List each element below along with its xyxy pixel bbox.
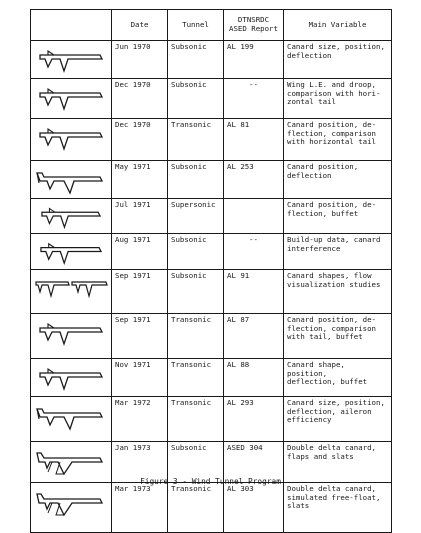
twin-canard-models-icon	[34, 272, 108, 311]
tunnel-cell	[168, 79, 224, 119]
tunnel-cell	[168, 199, 224, 234]
date-cell	[112, 79, 168, 119]
report-cell	[224, 199, 284, 234]
tunnel-cell-text: Supersonic	[171, 200, 216, 209]
table-row	[31, 119, 392, 161]
tunnel-cell-text: Transonic	[171, 398, 212, 407]
table-body	[31, 41, 392, 533]
main-variable-cell-text: Canard position, deflection	[287, 162, 359, 180]
table-row	[31, 359, 392, 397]
table-row	[31, 161, 392, 199]
header-row	[31, 10, 392, 41]
report-cell-text: --	[249, 80, 258, 89]
main-variable-cell	[284, 199, 392, 234]
swept-wing-canard-model-icon	[34, 43, 108, 76]
tunnel-cell-text: Subsonic	[171, 235, 207, 244]
main-variable-cell-text: Canard position, de- flection, buffet	[287, 200, 376, 218]
report-cell	[224, 270, 284, 314]
date-cell-text: Jan 1973	[115, 443, 151, 452]
main-variable-cell-text: Wing L.E. and droop, comparison with hori- zontal tail	[287, 80, 381, 107]
table-row	[31, 199, 392, 234]
tunnel-cell	[168, 234, 224, 270]
report-cell	[224, 314, 284, 359]
header-date: Date	[112, 10, 168, 41]
date-cell	[112, 41, 168, 79]
report-cell	[224, 161, 284, 199]
double-delta-canard-model-icon	[34, 444, 108, 480]
swept-wing-canard-model-icon	[34, 361, 108, 394]
report-cell-text: --	[249, 235, 258, 244]
date-cell	[112, 359, 168, 397]
report-cell-text: AL 253	[227, 162, 254, 171]
header-model	[31, 10, 112, 41]
tunnel-cell-text: Subsonic	[171, 443, 207, 452]
date-cell-text: Aug 1971	[115, 235, 151, 244]
header-tunnel: Tunnel	[168, 10, 224, 41]
swept-wing-canard-model-icon	[34, 316, 108, 356]
report-cell	[224, 359, 284, 397]
report-cell-text: AL 293	[227, 398, 254, 407]
date-cell-text: Nov 1971	[115, 360, 151, 369]
report-cell-text: ASED 304	[227, 443, 263, 452]
date-cell-text: Jun 1970	[115, 42, 151, 51]
swept-wing-canard-model-icon	[34, 201, 108, 231]
date-cell-text: Mar 1972	[115, 398, 151, 407]
tunnel-cell-text: Transonic	[171, 360, 212, 369]
main-variable-cell-text: Canard shape, position, deflection, buffet	[287, 360, 368, 387]
model-sketch-cell	[31, 79, 112, 119]
model-sketch-cell	[31, 314, 112, 359]
tunnel-cell	[168, 41, 224, 79]
table-row	[31, 270, 392, 314]
tunnel-cell	[168, 359, 224, 397]
date-cell-text: Sep 1971	[115, 271, 151, 280]
swept-wing-canard-model-icon	[34, 81, 108, 116]
delta-wing-canard-model-icon	[34, 399, 108, 439]
model-sketch-cell	[31, 119, 112, 161]
main-variable-cell-text: Build-up data, canard interference	[287, 235, 381, 253]
main-variable-cell-text: Canard shapes, flow visualization studies	[287, 271, 381, 289]
tunnel-cell	[168, 161, 224, 199]
main-variable-cell-text: Double delta canard, flaps and slats	[287, 443, 376, 461]
model-sketch-cell	[31, 199, 112, 234]
tunnel-cell-text: Subsonic	[171, 80, 207, 89]
tunnel-cell	[168, 314, 224, 359]
model-sketch-cell	[31, 359, 112, 397]
tunnel-cell-text: Subsonic	[171, 271, 207, 280]
report-cell	[224, 79, 284, 119]
tunnel-cell	[168, 270, 224, 314]
date-cell	[112, 314, 168, 359]
model-sketch-cell	[31, 397, 112, 442]
main-variable-cell	[284, 359, 392, 397]
main-variable-cell	[284, 483, 392, 533]
model-sketch-cell	[31, 41, 112, 79]
date-cell	[112, 397, 168, 442]
swept-wing-canard-model-icon	[34, 121, 108, 158]
table-row	[31, 41, 392, 79]
model-sketch-cell	[31, 483, 112, 533]
date-cell-text: May 1971	[115, 162, 151, 171]
model-sketch-cell	[31, 161, 112, 199]
model-sketch-cell	[31, 270, 112, 314]
report-cell-text: AL 87	[227, 315, 250, 324]
main-variable-cell	[284, 270, 392, 314]
main-variable-cell-text: Canard size, position, deflection, aileron efficiency	[287, 398, 385, 425]
tunnel-cell	[168, 397, 224, 442]
report-cell-text: AL 81	[227, 120, 250, 129]
date-cell	[112, 270, 168, 314]
tunnel-cell	[168, 119, 224, 161]
date-cell	[112, 234, 168, 270]
date-cell	[112, 199, 168, 234]
main-variable-cell	[284, 314, 392, 359]
swept-wing-canard-model-icon	[34, 236, 108, 267]
main-variable-cell-text: Canard position, de- flection, comparison with tail, buffet	[287, 315, 376, 342]
wind-tunnel-program-table	[30, 9, 392, 533]
date-cell	[112, 161, 168, 199]
tunnel-cell-text: Subsonic	[171, 42, 207, 51]
model-sketch-cell	[31, 234, 112, 270]
table-row	[31, 397, 392, 442]
table-row	[31, 234, 392, 270]
tunnel-cell-text: Transonic	[171, 315, 212, 324]
main-variable-cell	[284, 161, 392, 199]
report-cell	[224, 483, 284, 533]
table-row	[31, 79, 392, 119]
table-row	[31, 314, 392, 359]
tunnel-cell-text: Transonic	[171, 484, 212, 493]
double-delta-canard-model-icon	[34, 485, 108, 530]
date-cell-text: Dec 1970	[115, 80, 151, 89]
report-cell-text: AL 91	[227, 271, 250, 280]
date-cell-text: Sep 1971	[115, 315, 151, 324]
figure-caption: Figure 3 - Wind Tunnel Program	[140, 477, 281, 486]
main-variable-cell	[284, 41, 392, 79]
main-variable-cell	[284, 234, 392, 270]
main-variable-cell-text: Canard position, de- flection, comparison with horizontal tail	[287, 120, 376, 147]
main-variable-cell-text: Canard size, position, deflection	[287, 42, 385, 60]
tunnel-cell-text: Transonic	[171, 120, 212, 129]
date-cell-text: Jul 1971	[115, 200, 151, 209]
report-cell	[224, 41, 284, 79]
report-cell-text: AL 88	[227, 360, 250, 369]
report-cell	[224, 119, 284, 161]
date-cell-text: Dec 1970	[115, 120, 151, 129]
main-variable-cell	[284, 119, 392, 161]
main-variable-cell	[284, 79, 392, 119]
report-cell	[224, 234, 284, 270]
main-variable-cell	[284, 397, 392, 442]
main-variable-cell-text: Double delta canard, simulated free-float, slats	[287, 484, 381, 511]
header-report: DTNSRDC ASED Report	[224, 10, 284, 41]
tunnel-cell-text: Subsonic	[171, 162, 207, 171]
date-cell	[112, 119, 168, 161]
delta-wing-canard-model-icon	[34, 163, 108, 196]
tunnel-cell	[168, 483, 224, 533]
report-cell-text: AL 303	[227, 484, 254, 493]
table-row	[31, 483, 392, 533]
report-cell-text: AL 199	[227, 42, 254, 51]
date-cell	[112, 483, 168, 533]
date-cell-text: Mar 1973	[115, 484, 151, 493]
report-cell	[224, 397, 284, 442]
header-main-variable: Main Variable	[284, 10, 392, 41]
